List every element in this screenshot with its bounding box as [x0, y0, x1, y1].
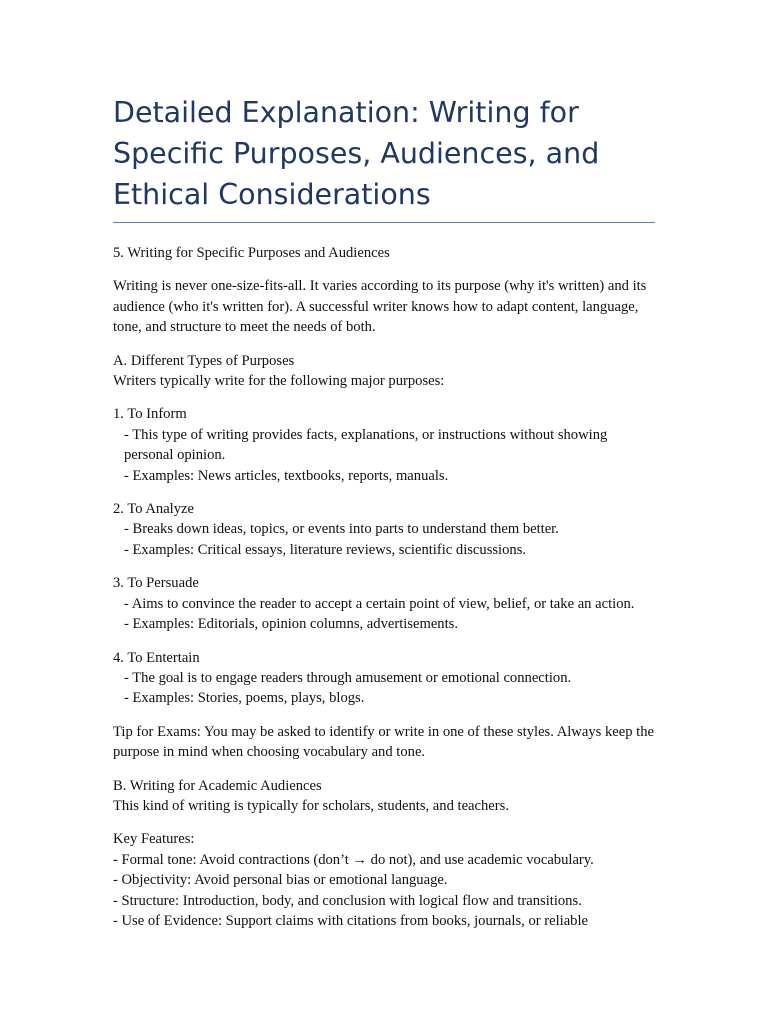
purpose-name: 3. To Persuade [113, 575, 199, 592]
purpose-examples: - Examples: Critical essays, literature reviews, scientific discussions. [124, 541, 527, 558]
subsection-b-lead: This kind of writing is typically for scholars, students, and teachers. [113, 797, 509, 814]
purpose-description: - Aims to convince the reader to accept a certain point of view, belief, or take an action. [124, 595, 635, 612]
purpose-item-inform [113, 404, 655, 486]
purpose-name: 2. To Analyze [113, 501, 194, 518]
subsection-a-lead: Writers typically write for the following major purposes: [113, 373, 445, 390]
list-item: - Formal tone: Avoid contractions (don’t → do not), and use academic vocabulary. [113, 851, 594, 868]
purpose-name: 1. To Inform [113, 406, 187, 423]
purpose-item-analyze [113, 499, 655, 560]
purpose-examples: - Examples: News articles, textbooks, reports, manuals. [124, 467, 449, 484]
purpose-item-persuade [113, 573, 655, 634]
purpose-description: - This type of writing provides facts, explanations, or instructions without showing personal opinion. [124, 426, 611, 464]
list-item: - Objectivity: Avoid personal bias or emotional language. [113, 872, 448, 889]
key-features-heading: Key Features: [113, 831, 195, 848]
purpose-name: 4. To Entertain [113, 649, 200, 666]
purpose-examples: - Examples: Stories, poems, plays, blogs. [124, 690, 365, 707]
list-item: - Structure: Introduction, body, and conclusion with logical flow and transitions. [113, 892, 582, 909]
subsection-b [113, 776, 655, 817]
subsection-a-heading: A. Different Types of Purposes [113, 352, 295, 369]
document-title: Detailed Explanation: Writing for Specific Purposes, Audiences, and Ethical Considerations [113, 92, 655, 223]
subsection-b-heading: B. Writing for Academic Audiences [113, 777, 322, 794]
exam-tip: Tip for Exams: You may be asked to identify or write in one of these styles. Always keep the purpose in mind when choosing vocabulary and tone. [113, 723, 654, 761]
purpose-item-entertain [113, 648, 655, 709]
document-page [113, 92, 655, 931]
purpose-description: - The goal is to engage readers through amusement or emotional connection. [124, 669, 572, 686]
list-item: - Use of Evidence: Support claims with citations from books, journals, or reliable [113, 912, 589, 929]
section-heading: 5. Writing for Specific Purposes and Audiences [113, 245, 390, 261]
intro-paragraph: Writing is never one-size-fits-all. It varies according to its purpose (why it's written) and its audience (who it's written for). A successful writer knows how to adapt content, language, tone, and structure to meet the needs of both. [113, 278, 647, 336]
purpose-examples: - Examples: Editorials, opinion columns, advertisements. [124, 616, 458, 633]
subsection-a [113, 351, 655, 392]
purpose-description: - Breaks down ideas, topics, or events into parts to understand them better. [124, 521, 559, 538]
key-features [113, 829, 655, 931]
